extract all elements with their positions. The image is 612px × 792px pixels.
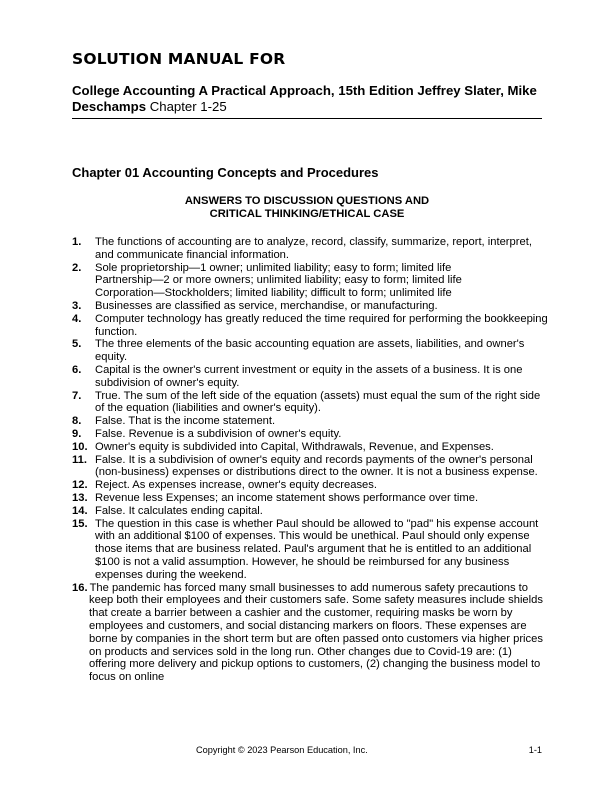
item-number: 10. bbox=[72, 440, 88, 453]
list-item bbox=[72, 479, 548, 492]
answers-list bbox=[72, 236, 548, 684]
item-number: 14. bbox=[72, 504, 88, 517]
item-number: 3. bbox=[72, 299, 82, 312]
copyright-notice: Copyright © 2023 Pearson Education, Inc. bbox=[196, 745, 368, 755]
item-number: 7. bbox=[72, 389, 82, 402]
list-item bbox=[72, 492, 548, 505]
item-text: The functions of accounting are to analyze, record, classify, summarize, report, interpret, and communicate financial information. bbox=[95, 236, 532, 261]
item-text: True. The sum of the left side of the equation (assets) must equal the sum of the right side of the equation (liabilities and owner's equity). bbox=[95, 389, 541, 415]
title-divider bbox=[72, 118, 542, 119]
list-item bbox=[72, 313, 548, 339]
list-item bbox=[72, 454, 548, 480]
item-text: The pandemic has forced many small businesses to add numerous safety precautions to keep both their employees and their customers safe. Some safety measures include shields that create a barrier between a cashier and the customer, requiring masks be worn by employees and customers, and social distancing markers on floors. These expenses are borne by companies in the short term but are often passed onto customers via higher prices on products and services sold in the long run. Other changes due to Covid-19 are: (1) offering more delivery and pickup options to customers, (2) changing the business model to focus on online bbox=[89, 581, 543, 684]
item-text: Revenue less Expenses; an income statement shows performance over time. bbox=[95, 491, 479, 504]
item-number: 15. bbox=[72, 517, 88, 530]
list-item bbox=[72, 505, 548, 518]
item-text-line: Partnership—2 or more owners; unlimited liability; easy to form; limited life bbox=[95, 274, 462, 287]
list-item bbox=[72, 236, 548, 262]
item-text-line: Sole proprietorship—1 owner; unlimited liability; easy to form; limited life bbox=[95, 261, 452, 274]
list-item bbox=[72, 582, 548, 684]
section-heading-line2: CRITICAL THINKING/ETHICAL CASE bbox=[209, 208, 405, 220]
item-text: Owner's equity is subdivided into Capital, Withdrawals, Revenue, and Expenses. bbox=[95, 440, 494, 453]
item-number: 4. bbox=[72, 312, 82, 325]
item-number: 6. bbox=[72, 363, 82, 376]
list-item bbox=[72, 518, 548, 582]
list-item bbox=[72, 338, 548, 364]
item-number: 13. bbox=[72, 491, 88, 504]
section-heading bbox=[72, 195, 542, 221]
item-number: 8. bbox=[72, 415, 82, 428]
item-number: 12. bbox=[72, 479, 88, 492]
solution-manual-banner: SOLUTION MANUAL FOR bbox=[72, 50, 286, 68]
item-text: Capital is the owner's current investment or equity in the assets of a business. It is one subdivision of owner's equity. bbox=[95, 363, 523, 389]
item-text: The three elements of the basic accounting equation are assets, liabilities, and owner's equity. bbox=[95, 338, 525, 364]
item-number: 11. bbox=[72, 453, 87, 466]
item-text: The question in this case is whether Paul should be allowed to "pad" his expense account with an additional $100 of expenses. This would be unethical. Paul should only expense those items that are business related. Paul's argument that he is entitled to an additional $100 is not a valid assumption. However, he should be reimbursed for any business expenses during the weekend. bbox=[95, 517, 539, 581]
list-item bbox=[72, 364, 548, 390]
item-text: Reject. As expenses increase, owner's equity decreases. bbox=[95, 479, 377, 492]
item-text: False. That is the income statement. bbox=[95, 415, 276, 428]
item-number: 9. bbox=[72, 427, 82, 440]
list-item bbox=[72, 300, 548, 313]
list-item bbox=[72, 415, 548, 428]
item-text: Businesses are classified as service, merchandise, or manufacturing. bbox=[95, 299, 438, 312]
item-number: 16. bbox=[72, 581, 88, 594]
chapter-title: Chapter 01 Accounting Concepts and Procedures bbox=[72, 165, 379, 180]
book-title-chapters: Chapter 1-25 bbox=[149, 99, 227, 114]
section-heading-line1: ANSWERS TO DISCUSSION QUESTIONS AND bbox=[184, 195, 430, 207]
list-item bbox=[72, 428, 548, 441]
item-number: 1. bbox=[72, 236, 82, 248]
page-number: 1-1 bbox=[528, 745, 542, 755]
item-text: Computer technology has greatly reduced the time required for performing the bookkeeping function. bbox=[95, 312, 548, 338]
item-text: False. Revenue is a subdivision of owner's equity. bbox=[95, 427, 342, 440]
book-title bbox=[72, 83, 542, 115]
list-item bbox=[72, 262, 548, 300]
book-title-bold: College Accounting A Practical Approach, 15th Edition Jeffrey Slater, Mike Deschamps bbox=[72, 83, 537, 114]
item-number: 5. bbox=[72, 338, 82, 351]
list-item bbox=[72, 441, 548, 454]
item-text-line: Corporation—Stockholders; limited liability; difficult to form; unlimited life bbox=[95, 287, 452, 300]
list-item bbox=[72, 390, 548, 416]
item-number: 2. bbox=[72, 261, 82, 274]
item-text: False. It calculates ending capital. bbox=[95, 504, 263, 517]
item-text: False. It is a subdivision of owner's equity and records payments of the owner's personal (non-business) expenses or distributions direct to the owner. It is not a business expense. bbox=[95, 453, 538, 479]
